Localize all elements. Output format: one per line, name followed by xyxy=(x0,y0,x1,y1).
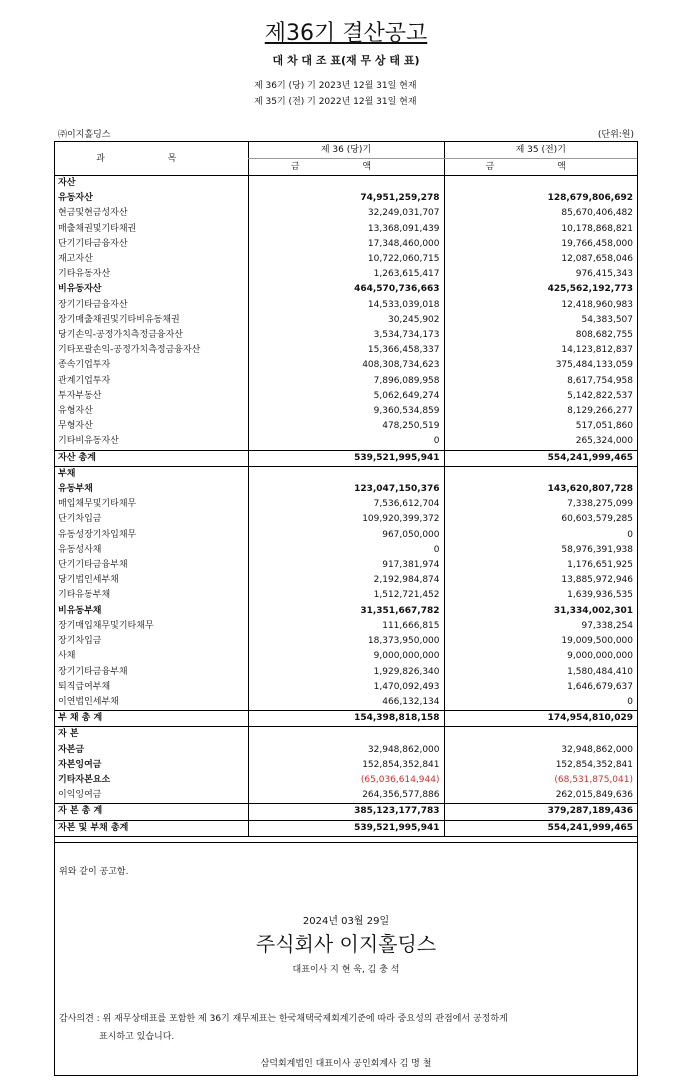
row-label: 장기기타금융부채 xyxy=(58,666,128,677)
balance-sheet-table xyxy=(55,142,637,837)
table-row xyxy=(55,804,637,820)
row-label: 유형자산 xyxy=(58,406,93,417)
row-current-amount xyxy=(248,466,444,482)
row-current-amount: 0 xyxy=(248,434,444,450)
row-prior-amount: 19,766,458,000 xyxy=(444,237,637,252)
row-label: 매입채무및기타채무 xyxy=(58,499,137,510)
table-row xyxy=(55,512,637,527)
row-label: 유동자산 xyxy=(58,193,93,204)
row-prior-amount: 9,000,000,000 xyxy=(444,649,637,664)
row-prior-amount xyxy=(444,727,637,743)
row-label: 퇴직급여부채 xyxy=(58,681,111,692)
row-label: 관계기업투자 xyxy=(58,375,111,386)
page-title: 제36기 결산공고 xyxy=(264,21,428,46)
row-label: 장기매입채무및기타채무 xyxy=(58,620,154,631)
table-row xyxy=(55,358,637,373)
table-row xyxy=(55,267,637,282)
row-current-amount: 74,951,259,278 xyxy=(248,191,444,206)
audit-opinion xyxy=(59,1010,619,1046)
table-row xyxy=(55,727,637,743)
row-label: 장기기타금융자산 xyxy=(58,299,128,310)
row-prior-amount: 13,885,972,946 xyxy=(444,573,637,588)
row-prior-amount: 379,287,189,436 xyxy=(444,804,637,820)
table-row xyxy=(55,374,637,389)
row-prior-amount: 8,617,754,958 xyxy=(444,374,637,389)
row-current-amount: 17,348,460,000 xyxy=(248,237,444,252)
row-current-amount: 7,536,612,704 xyxy=(248,497,444,512)
row-current-amount: 109,920,399,372 xyxy=(248,512,444,527)
table-row xyxy=(55,558,637,573)
row-label: 사채 xyxy=(58,651,76,662)
row-current-amount: 9,360,534,859 xyxy=(248,404,444,419)
row-prior-amount: 262,015,849,636 xyxy=(444,788,637,804)
row-prior-amount xyxy=(444,466,637,482)
row-label: 당기법인세부채 xyxy=(58,575,119,586)
row-label: 현금및현금성자산 xyxy=(58,208,128,219)
header-prior-period: 제 35 (전)기 xyxy=(444,142,637,159)
row-current-amount: 408,308,734,623 xyxy=(248,358,444,373)
row-prior-amount: 19,009,500,000 xyxy=(444,634,637,649)
corporation-name: 주식회사 이지홀딩스 xyxy=(255,932,437,956)
table-row xyxy=(55,298,637,313)
row-prior-amount: 808,682,755 xyxy=(444,328,637,343)
row-prior-amount xyxy=(444,176,637,192)
row-current-amount: 967,050,000 xyxy=(248,528,444,543)
table-row xyxy=(55,313,637,328)
row-label: 당기손익-공정가치측정금융자산 xyxy=(58,330,183,341)
row-current-amount: 539,521,995,941 xyxy=(248,820,444,836)
row-current-amount: 264,356,577,886 xyxy=(248,788,444,804)
row-label: 자 본 xyxy=(55,727,248,743)
row-current-amount: 14,533,039,018 xyxy=(248,298,444,313)
row-prior-amount: 976,415,343 xyxy=(444,267,637,282)
row-prior-amount: 5,142,822,537 xyxy=(444,389,637,404)
header-current-amount: 금 액 xyxy=(248,159,444,176)
row-prior-amount: 1,646,679,637 xyxy=(444,680,637,695)
row-label: 부채 xyxy=(55,466,248,482)
table-row xyxy=(55,758,637,773)
table-row xyxy=(55,497,637,512)
row-prior-amount: 143,620,807,728 xyxy=(444,482,637,497)
table-row xyxy=(55,665,637,680)
table-row xyxy=(55,237,637,252)
row-label: 무형자산 xyxy=(58,421,93,432)
table-row xyxy=(55,404,637,419)
row-prior-amount: 265,324,000 xyxy=(444,434,637,450)
row-prior-amount: 31,334,002,301 xyxy=(444,604,637,619)
balance-sheet-body xyxy=(55,176,637,837)
row-prior-amount: 0 xyxy=(444,695,637,711)
row-label: 기타유동부채 xyxy=(58,590,111,601)
table-row xyxy=(55,389,637,404)
row-current-amount: 10,722,060,715 xyxy=(248,252,444,267)
ceo-names: 대표이사 지 현 욱, 김 충 석 xyxy=(292,965,400,975)
table-row xyxy=(55,419,637,434)
row-label: 단기기타금융부채 xyxy=(58,560,128,571)
table-row xyxy=(55,695,637,711)
row-current-amount xyxy=(248,176,444,192)
row-prior-amount: 12,418,960,983 xyxy=(444,298,637,313)
row-current-amount: 0 xyxy=(248,543,444,558)
company-name: ㈜이지홀딩스 xyxy=(58,130,111,140)
row-label: 투자부동산 xyxy=(58,390,102,401)
table-row xyxy=(55,711,637,727)
row-label: 부 채 총 계 xyxy=(55,711,248,727)
row-current-amount: 111,666,815 xyxy=(248,619,444,634)
row-prior-amount: 554,241,999,465 xyxy=(444,450,637,466)
row-current-amount: 1,470,092,493 xyxy=(248,680,444,695)
header-current-period: 제 36 (당)기 xyxy=(248,142,444,159)
row-prior-amount: 58,976,391,938 xyxy=(444,543,637,558)
row-current-amount xyxy=(248,727,444,743)
row-label: 이익잉여금 xyxy=(58,790,102,801)
balance-sheet-frame xyxy=(54,141,638,1076)
row-prior-amount: 54,383,507 xyxy=(444,313,637,328)
row-prior-amount: 10,178,868,821 xyxy=(444,222,637,237)
row-current-amount: 1,263,615,417 xyxy=(248,267,444,282)
row-current-amount: 464,570,736,663 xyxy=(248,282,444,297)
row-prior-amount: 85,670,406,482 xyxy=(444,206,637,221)
row-label: 유동성사채 xyxy=(58,544,102,555)
row-current-amount: 466,132,134 xyxy=(248,695,444,711)
row-current-amount: 15,366,458,337 xyxy=(248,343,444,358)
table-row xyxy=(55,680,637,695)
table-row xyxy=(55,176,637,192)
row-current-amount: 1,929,826,340 xyxy=(248,665,444,680)
footer-divider xyxy=(55,842,637,843)
table-row xyxy=(55,649,637,664)
row-label: 자본잉여금 xyxy=(58,759,102,770)
row-label: 기타포괄손익-공정가치측정금융자산 xyxy=(58,345,201,356)
header-account: 과 목 xyxy=(55,142,248,176)
row-prior-amount: (68,531,875,041) xyxy=(444,773,637,788)
row-label: 자산 총계 xyxy=(55,450,248,466)
row-prior-amount: 517,051,860 xyxy=(444,419,637,434)
row-prior-amount: 32,948,862,000 xyxy=(444,743,637,758)
row-current-amount: 31,351,667,782 xyxy=(248,604,444,619)
row-label: 재고자산 xyxy=(58,254,93,265)
row-prior-amount: 12,087,658,046 xyxy=(444,252,637,267)
row-current-amount: 123,047,150,376 xyxy=(248,482,444,497)
row-prior-amount: 1,639,936,535 xyxy=(444,588,637,603)
row-label: 기타비유동자산 xyxy=(58,436,119,447)
row-label: 장기매출채권및기타비유동채권 xyxy=(58,314,180,325)
row-current-amount: 3,534,734,173 xyxy=(248,328,444,343)
table-row xyxy=(55,743,637,758)
table-row xyxy=(55,588,637,603)
table-row xyxy=(55,450,637,466)
period-prior: 제 35기 (전) 기 2022년 12월 31일 현재 xyxy=(254,97,417,107)
row-label: 기타유동자산 xyxy=(58,269,111,280)
row-prior-amount: 152,854,352,841 xyxy=(444,758,637,773)
row-current-amount: 7,896,089,958 xyxy=(248,374,444,389)
table-row xyxy=(55,573,637,588)
row-label: 기타자본요소 xyxy=(58,774,111,785)
row-current-amount: 152,854,352,841 xyxy=(248,758,444,773)
table-row xyxy=(55,434,637,450)
row-current-amount: 9,000,000,000 xyxy=(248,649,444,664)
table-row xyxy=(55,191,637,206)
row-prior-amount: 8,129,266,277 xyxy=(444,404,637,419)
row-current-amount: 385,123,177,783 xyxy=(248,804,444,820)
row-current-amount: 30,245,902 xyxy=(248,313,444,328)
row-prior-amount: 1,580,484,410 xyxy=(444,665,637,680)
row-prior-amount: 14,123,812,837 xyxy=(444,343,637,358)
row-prior-amount: 60,603,579,285 xyxy=(444,512,637,527)
row-prior-amount: 174,954,810,029 xyxy=(444,711,637,727)
table-row xyxy=(55,328,637,343)
table-row xyxy=(55,282,637,297)
row-current-amount: 1,512,721,452 xyxy=(248,588,444,603)
row-label: 종속기업투자 xyxy=(58,360,111,371)
row-prior-amount: 97,338,254 xyxy=(444,619,637,634)
audit-opinion-line2: 표시하고 있습니다. xyxy=(99,1032,175,1042)
table-row xyxy=(55,619,637,634)
table-row xyxy=(55,604,637,619)
row-label: 단기차입금 xyxy=(58,514,102,525)
row-current-amount: 539,521,995,941 xyxy=(248,450,444,466)
row-label: 장기차입금 xyxy=(58,636,102,647)
table-row xyxy=(55,466,637,482)
row-label: 비유동자산 xyxy=(58,284,102,295)
table-row xyxy=(55,222,637,237)
row-label: 매출채권및기타채권 xyxy=(58,223,137,234)
row-current-amount: 917,381,974 xyxy=(248,558,444,573)
unit-label: (단위:원) xyxy=(597,130,634,140)
row-label: 자산 xyxy=(58,178,76,188)
row-current-amount: 5,062,649,274 xyxy=(248,389,444,404)
row-current-amount: 32,948,862,000 xyxy=(248,743,444,758)
row-label: 유동부채 xyxy=(58,484,93,495)
row-label: 비유동부채 xyxy=(58,605,102,616)
table-row xyxy=(55,206,637,221)
table-row xyxy=(55,252,637,267)
table-row xyxy=(55,820,637,836)
row-label: 유동성장기차입채무 xyxy=(58,529,137,540)
table-row xyxy=(55,788,637,804)
auditor-name: 삼덕회계법인 대표이사 공인회계사 김 명 철 xyxy=(260,1059,432,1069)
announcement-date: 2024년 03월 29일 xyxy=(302,916,390,927)
statement-subtitle: 대 차 대 조 표(재 무 상 태 표) xyxy=(272,54,420,67)
notice-text: 위와 같이 공고함. xyxy=(59,867,129,877)
row-label: 이연법인세부채 xyxy=(58,696,119,707)
row-current-amount: (65,036,614,944) xyxy=(248,773,444,788)
table-row xyxy=(55,543,637,558)
row-prior-amount: 554,241,999,465 xyxy=(444,820,637,836)
row-prior-amount: 7,338,275,099 xyxy=(444,497,637,512)
row-current-amount: 2,192,984,874 xyxy=(248,573,444,588)
row-label: 단기기타금융자산 xyxy=(58,238,128,249)
row-current-amount: 32,249,031,707 xyxy=(248,206,444,221)
row-prior-amount: 128,679,806,692 xyxy=(444,191,637,206)
row-label: 자본금 xyxy=(58,744,85,755)
table-row xyxy=(55,773,637,788)
row-prior-amount: 425,562,192,773 xyxy=(444,282,637,297)
period-current: 제 36기 (당) 기 2023년 12월 31일 현재 xyxy=(254,81,417,91)
audit-opinion-line1: 감사의견 : 위 재무상태표를 포함한 제 36기 재무제표는 한국채택국제회계기준에 따라 중요성의 관점에서 공정하게 xyxy=(59,1014,508,1024)
row-label: 자본 및 부채 총계 xyxy=(55,820,248,836)
row-current-amount: 13,368,091,439 xyxy=(248,222,444,237)
row-label: 자 본 총 계 xyxy=(55,804,248,820)
row-current-amount: 478,250,519 xyxy=(248,419,444,434)
table-row xyxy=(55,343,637,358)
row-prior-amount: 375,484,133,059 xyxy=(444,358,637,373)
table-row xyxy=(55,528,637,543)
row-prior-amount: 0 xyxy=(444,528,637,543)
table-row xyxy=(55,482,637,497)
table-row xyxy=(55,634,637,649)
row-prior-amount: 1,176,651,925 xyxy=(444,558,637,573)
row-current-amount: 18,373,950,000 xyxy=(248,634,444,649)
header-prior-amount: 금 액 xyxy=(444,159,637,176)
row-current-amount: 154,398,818,158 xyxy=(248,711,444,727)
